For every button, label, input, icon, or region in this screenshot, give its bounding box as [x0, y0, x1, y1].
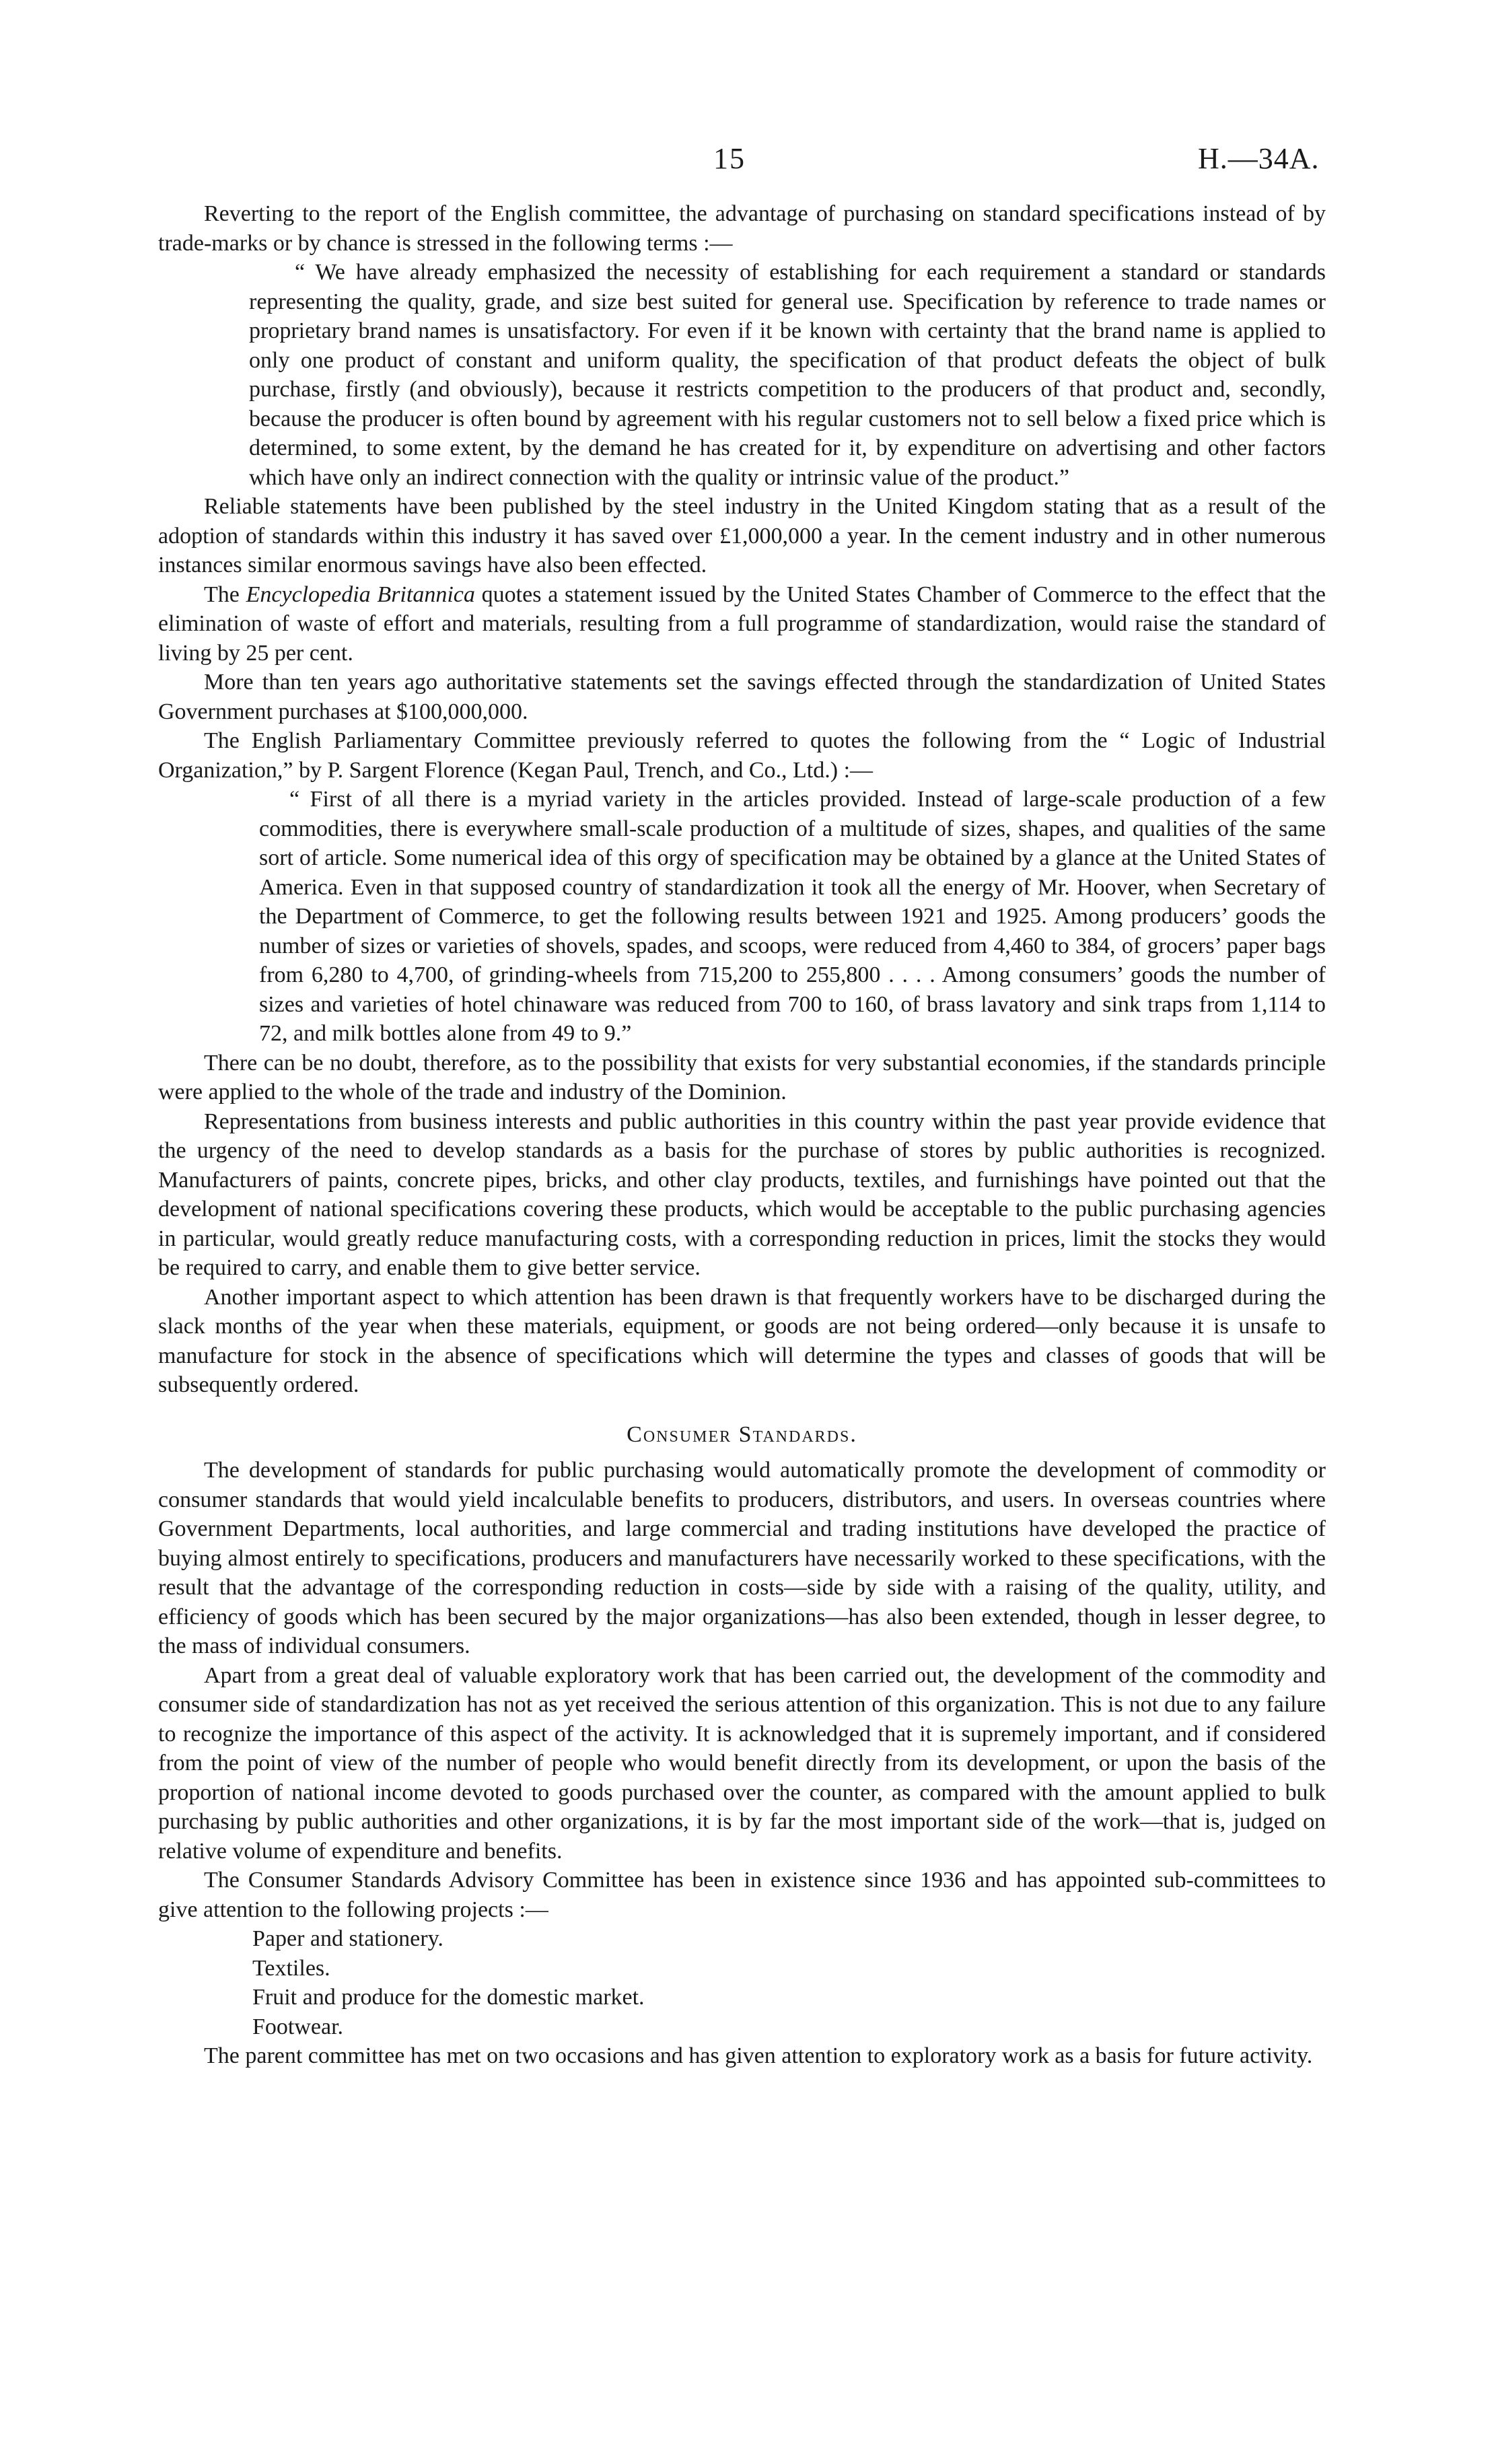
- document-code: H.—34A.: [1198, 142, 1320, 175]
- paragraph: Reverting to the report of the English committee, the advantage of purchasing on standard specifications instead of by trade-marks or by chance is stressed in the following terms :—: [158, 201, 1326, 256]
- list-item: Paper and stationery.: [252, 1926, 443, 1951]
- paragraph: The parent committee has met on two occasions and has given attention to exploratory work as a basis for future activity.: [204, 2043, 1313, 2068]
- paragraph-rest: quotes a statement issued by the United States Chamber of Commerce to the effect that the elimination of waste of effort and materials, resulting from a full programme of standardization, would raise the standard of living by 25 per cent.: [158, 582, 1326, 666]
- paragraph: Apart from a great deal of valuable exploratory work that has been carried out, the development of the commodity and consumer side of standardization has not as yet received the serious attention of this organization. This is not due to any failure to recognize the importance of this aspect of the activity. It is acknowledged that it is supremely important, and if considered from the point of view of the number of people who would benefit directly from its development, or upon the basis of the proportion of national income devoted to goods purchased over the counter, as compared with the amount applied to bulk purchasing by public authorities and other organizations, it is by far the most important side of the work—that is, judged on relative volume of expenditure and benefits.: [158, 1662, 1326, 1864]
- paragraph: Representations from business interests and public authorities in this country within the past year provide evidence that the urgency of the need to develop standards as a basis for the purchase of stores by public authorities is recognized. Manufacturers of paints, concrete pipes, bricks, and other clay products, textiles, and furnishings have pointed out that the development of national specifications covering these products, which would be acceptable to the public purchasing agencies in particular, would greatly reduce manufacturing costs, with a corresponding reduction in prices, limit the stocks they would be required to carry, and enable them to give better service.: [158, 1108, 1326, 1280]
- block-quote: “ We have already emphasized the necessity of establishing for each requirement a standard or standards representing the quality, grade, and size best suited for general use. Specification by reference to trade names or proprietary brand names is unsatisfactory. For even if it be known with certainty that the brand name is applied to only one product of constant and uniform quality, the specification of that product defeats the object of bulk purchase, firstly (and obviously), because it restricts competition to the producers of that product and, secondly, because the producer is often bound by agreement with his regular customers not to sell below a fixed price which is determined, to some extent, by the demand he has created for it, by expenditure on advertising and other factors which have only an indirect connection with the quality or intrinsic value of the product.”: [249, 260, 1326, 490]
- paragraph: The Consumer Standards Advisory Committee has been in existence since 1936 and has appointed sub-committees to give attention to the following projects :—: [158, 1868, 1326, 1922]
- list-item: Fruit and produce for the domestic market.: [252, 1985, 645, 2010]
- paragraph: There can be no doubt, therefore, as to the possibility that exists for very substantial economies, if the standards principle were applied to the whole of the trade and industry of the Dominion.: [158, 1050, 1326, 1104]
- block-quote: “ First of all there is a myriad variety in the articles provided. Instead of large-scale production of a few commodities, there is everywhere small-scale production of a multitude of sizes, shapes, and qualities of the same sort of article. Some numerical idea of this orgy of specification may be obtained by a glance at the United States of America. Even in that supposed country of standardization it took all the energy of Mr. Hoover, when Secretary of the Department of Commerce, to get the following results between 1921 and 1925. Among producers’ goods the number of sizes or varieties of shovels, spades, and scoops, were reduced from 4,460 to 384, of grocers’ paper bags from 6,280 to 4,700, of grinding-wheels from 715,200 to 255,800 . . . . Among consumers’ goods the number of sizes and varieties of hotel chinaware was reduced from 700 to 160, of brass lavatory and sink traps from 1,114 to 72, and milk bottles alone from 49 to 9.”: [259, 787, 1326, 1046]
- page-number: 15: [713, 142, 746, 175]
- projects-list: [252, 1924, 1326, 2041]
- section-heading: Consumer Standards.: [627, 1421, 857, 1447]
- paragraph: The development of standards for public purchasing would automatically promote the development of commodity or consumer standards that would yield incalculable benefits to producers, distributors, and users. In overseas countries where Government Departments, local authorities, and large commercial and trading institutions have developed the practice of buying almost entirely to specifications, producers and manufacturers have necessarily worked to these specifications, with the result that the advantage of the corresponding reduction in costs—side by side with a raising of the quality, utility, and efficiency of goods which has been secured by the major organizations—has also been extended, though in lesser degree, to the mass of individual consumers.: [158, 1458, 1326, 1658]
- list-item: Footwear.: [252, 2014, 344, 2039]
- body-text: [158, 199, 1326, 2071]
- paragraph: [158, 580, 1326, 668]
- paragraph: Another important aspect to which attention has been drawn is that frequently workers have to be discharged during the slack months of the year when these materials, equipment, or goods are not being ordered—only because it is unsafe to manufacture for stock in the absence of specifications which will determine the types and classes of goods that will be subsequently ordered.: [158, 1284, 1326, 1397]
- paragraph: More than ten years ago authoritative statements set the savings effected through the standardization of United States Government purchases at $100,000,000.: [158, 670, 1326, 724]
- list-item: Textiles.: [252, 1955, 330, 1981]
- paragraph: The English Parliamentary Committee previously referred to quotes the following from the “ Logic of Industrial Organization,” by P. Sargent Florence (Kegan Paul, Trench, and Co., Ltd.) :—: [158, 728, 1326, 783]
- publication-title: Encyclopedia Britannica: [246, 582, 475, 607]
- paragraph-lead: The: [204, 582, 240, 607]
- paragraph: Reliable statements have been published by the steel industry in the United Kingdom stating that as a result of the adoption of standards within this industry it has saved over £1,000,000 a year. In the cement industry and in other numerous instances similar enormous savings have also been effected.: [158, 494, 1326, 577]
